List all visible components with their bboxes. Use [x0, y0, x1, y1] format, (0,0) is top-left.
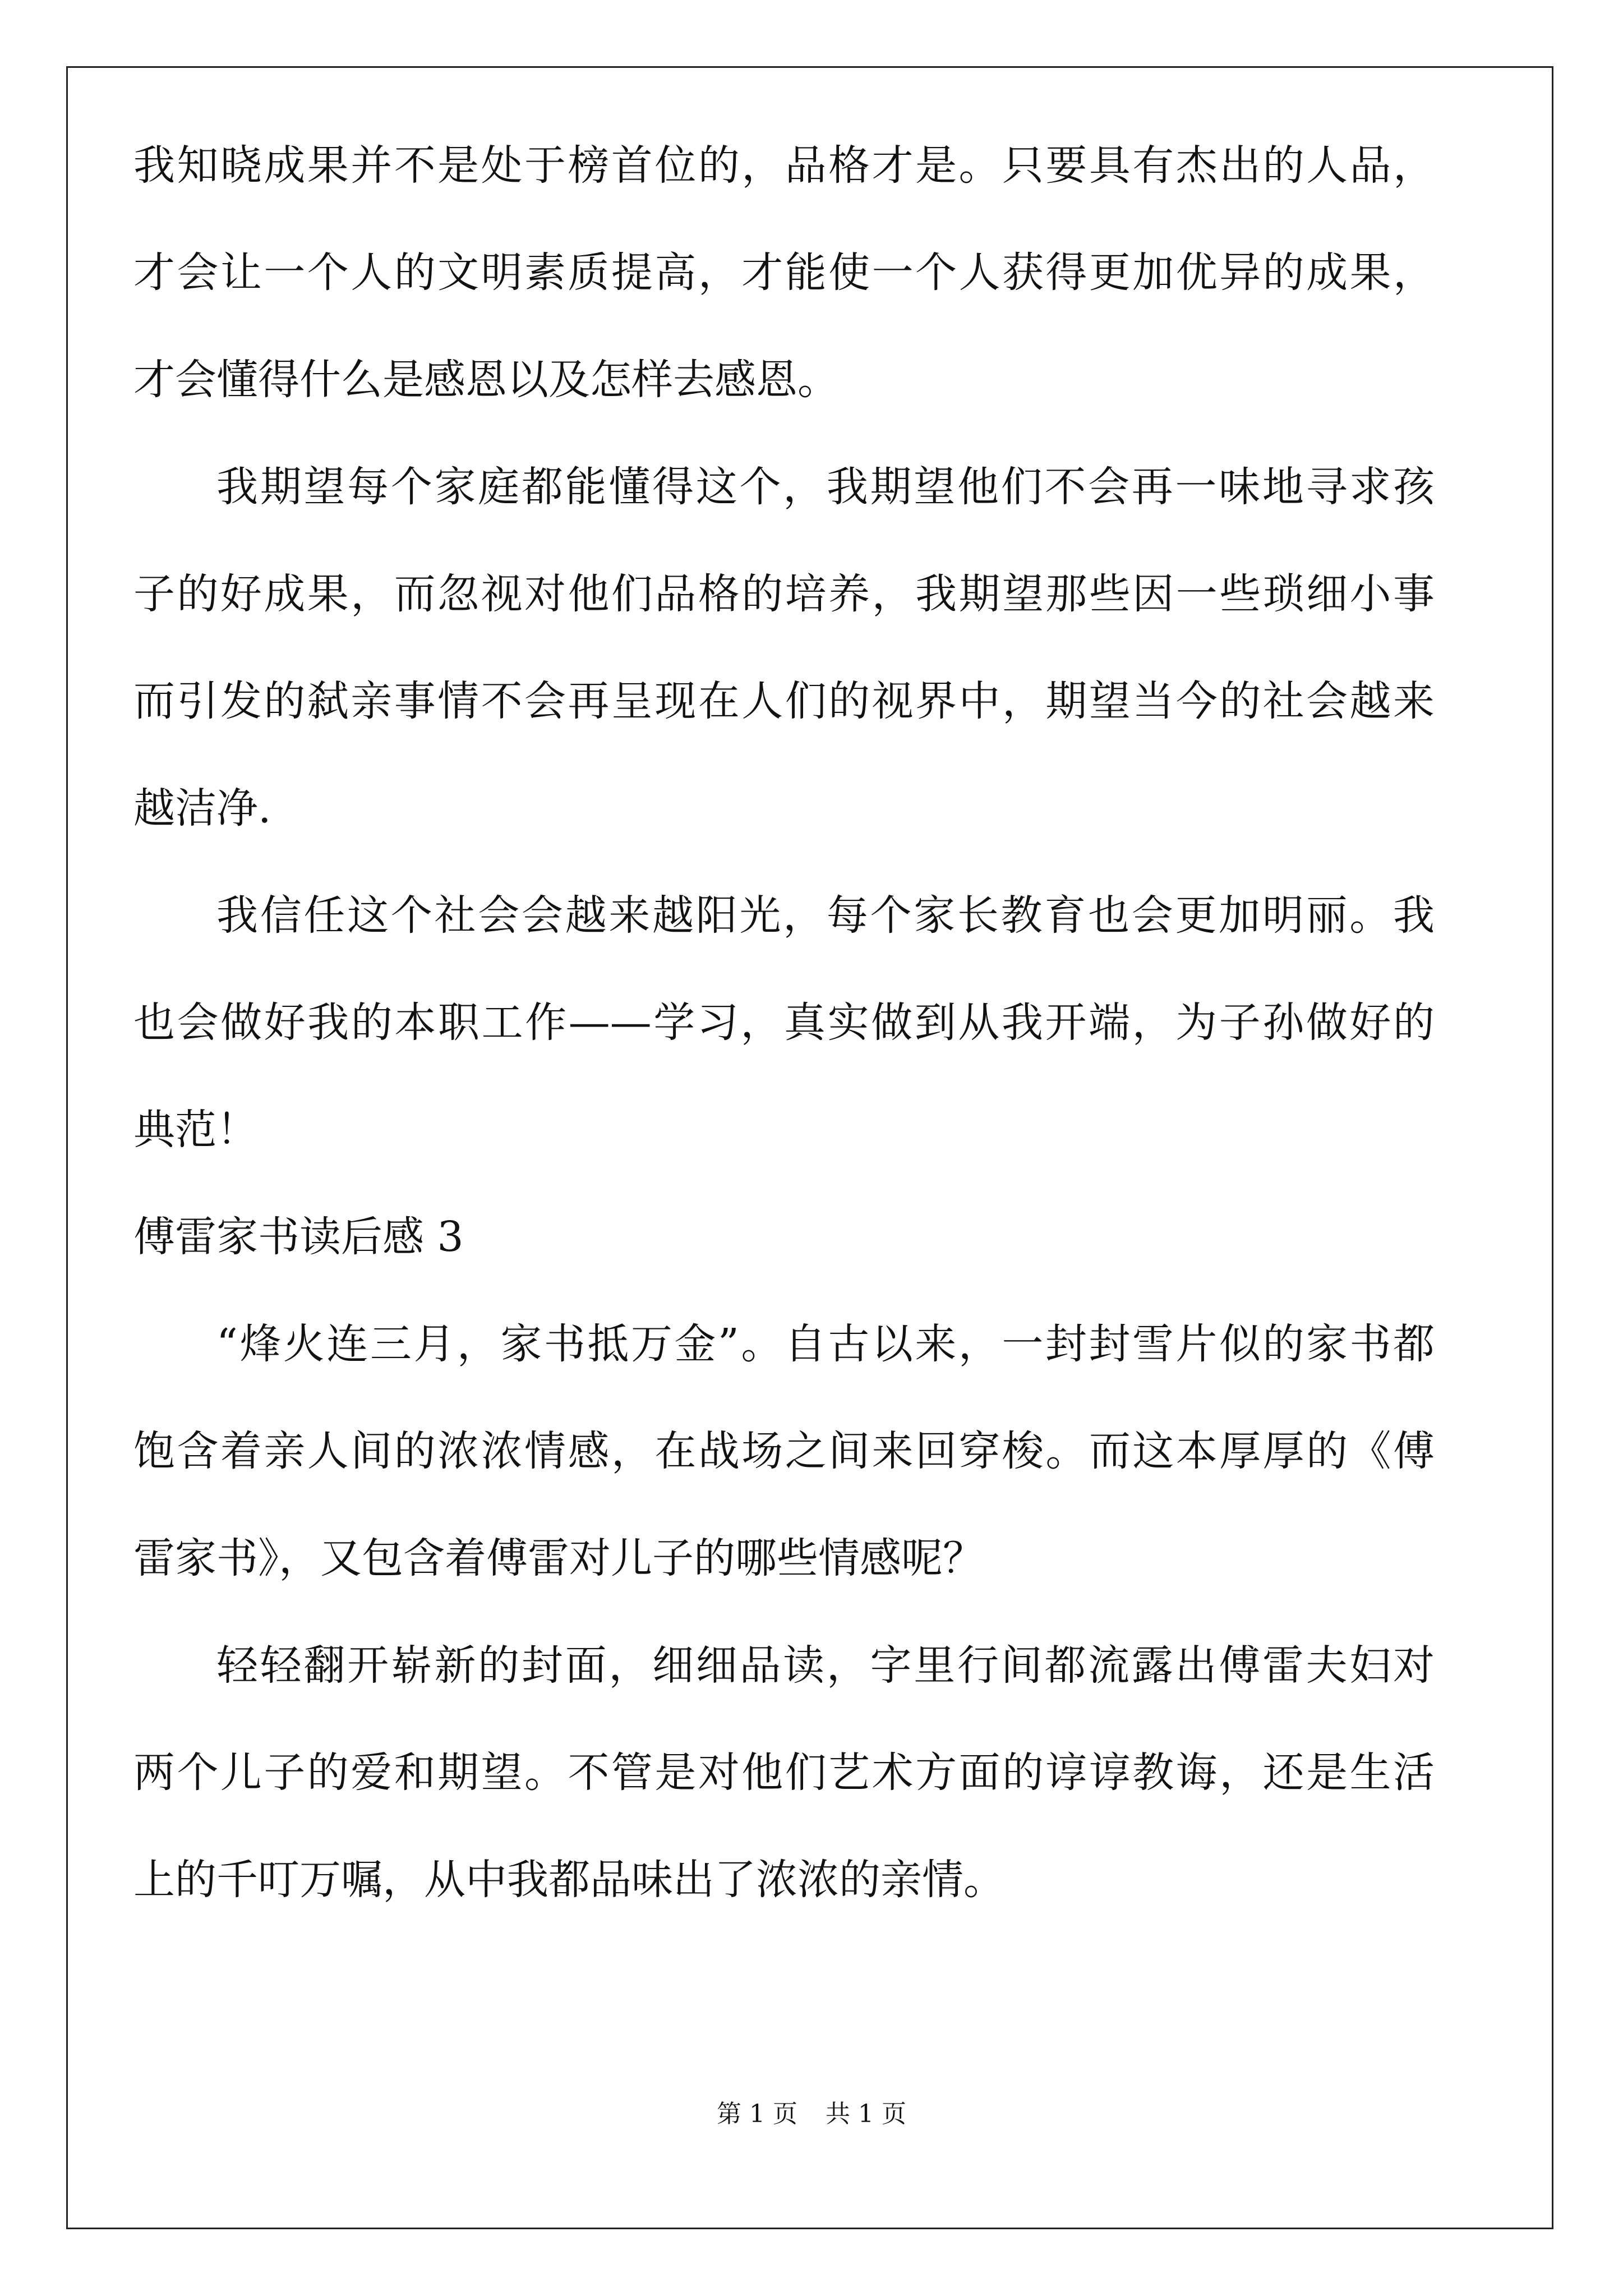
text-line: 子的好成果，而忽视对他们品格的培养，我期望那些因一些琐细小事	[133, 570, 1435, 618]
page-footer	[0, 2093, 1623, 2129]
text-line: “烽火连三月，家书抵万金”。自古以来，一封封雪片似的家书都	[216, 1320, 1435, 1368]
document-body	[133, 112, 1435, 1934]
page-total: 共 1 页	[826, 2100, 906, 2128]
text-line: 典范！	[133, 1106, 258, 1154]
section-heading: 傅雷家书读后感 3	[133, 1213, 464, 1261]
text-line: 轻轻翻开崭新的封面，细细品读，字里行间都流露出傅雷夫妇对	[216, 1641, 1435, 1690]
text-line: 上的千叮万嘱，从中我都品味出了浓浓的亲情。	[133, 1856, 1005, 1904]
text-line: 我期望每个家庭都能懂得这个，我期望他们不会再一味地寻求孩	[216, 463, 1435, 511]
text-line: 才会懂得什么是感恩以及怎样去感恩。	[133, 356, 839, 404]
page-number: 第 1 页	[717, 2100, 797, 2128]
text-line: 而引发的弑亲事情不会再呈现在人们的视界中，期望当今的社会越来	[133, 677, 1435, 725]
text-line: 才会让一个人的文明素质提高，才能使一个人获得更加优异的成果，	[133, 249, 1435, 297]
text-line: 饱含着亲人间的浓浓情感，在战场之间来回穿梭。而这本厚厚的《傅	[133, 1427, 1435, 1475]
text-line: 也会做好我的本职工作——学习，真实做到从我开端，为子孙做好的	[133, 999, 1435, 1047]
text-line: 两个儿子的爱和期望。不管是对他们艺术方面的谆谆教诲，还是生活	[133, 1749, 1435, 1797]
text-line: 我信任这个社会会越来越阳光，每个家长教育也会更加明丽。我	[216, 891, 1435, 940]
text-line: 越洁净.	[133, 784, 271, 832]
text-line: 雷家书》，又包含着傅雷对儿子的哪些情感呢？	[133, 1534, 984, 1582]
text-line: 我知晓成果并不是处于榜首位的，品格才是。只要具有杰出的人品，	[133, 141, 1435, 190]
